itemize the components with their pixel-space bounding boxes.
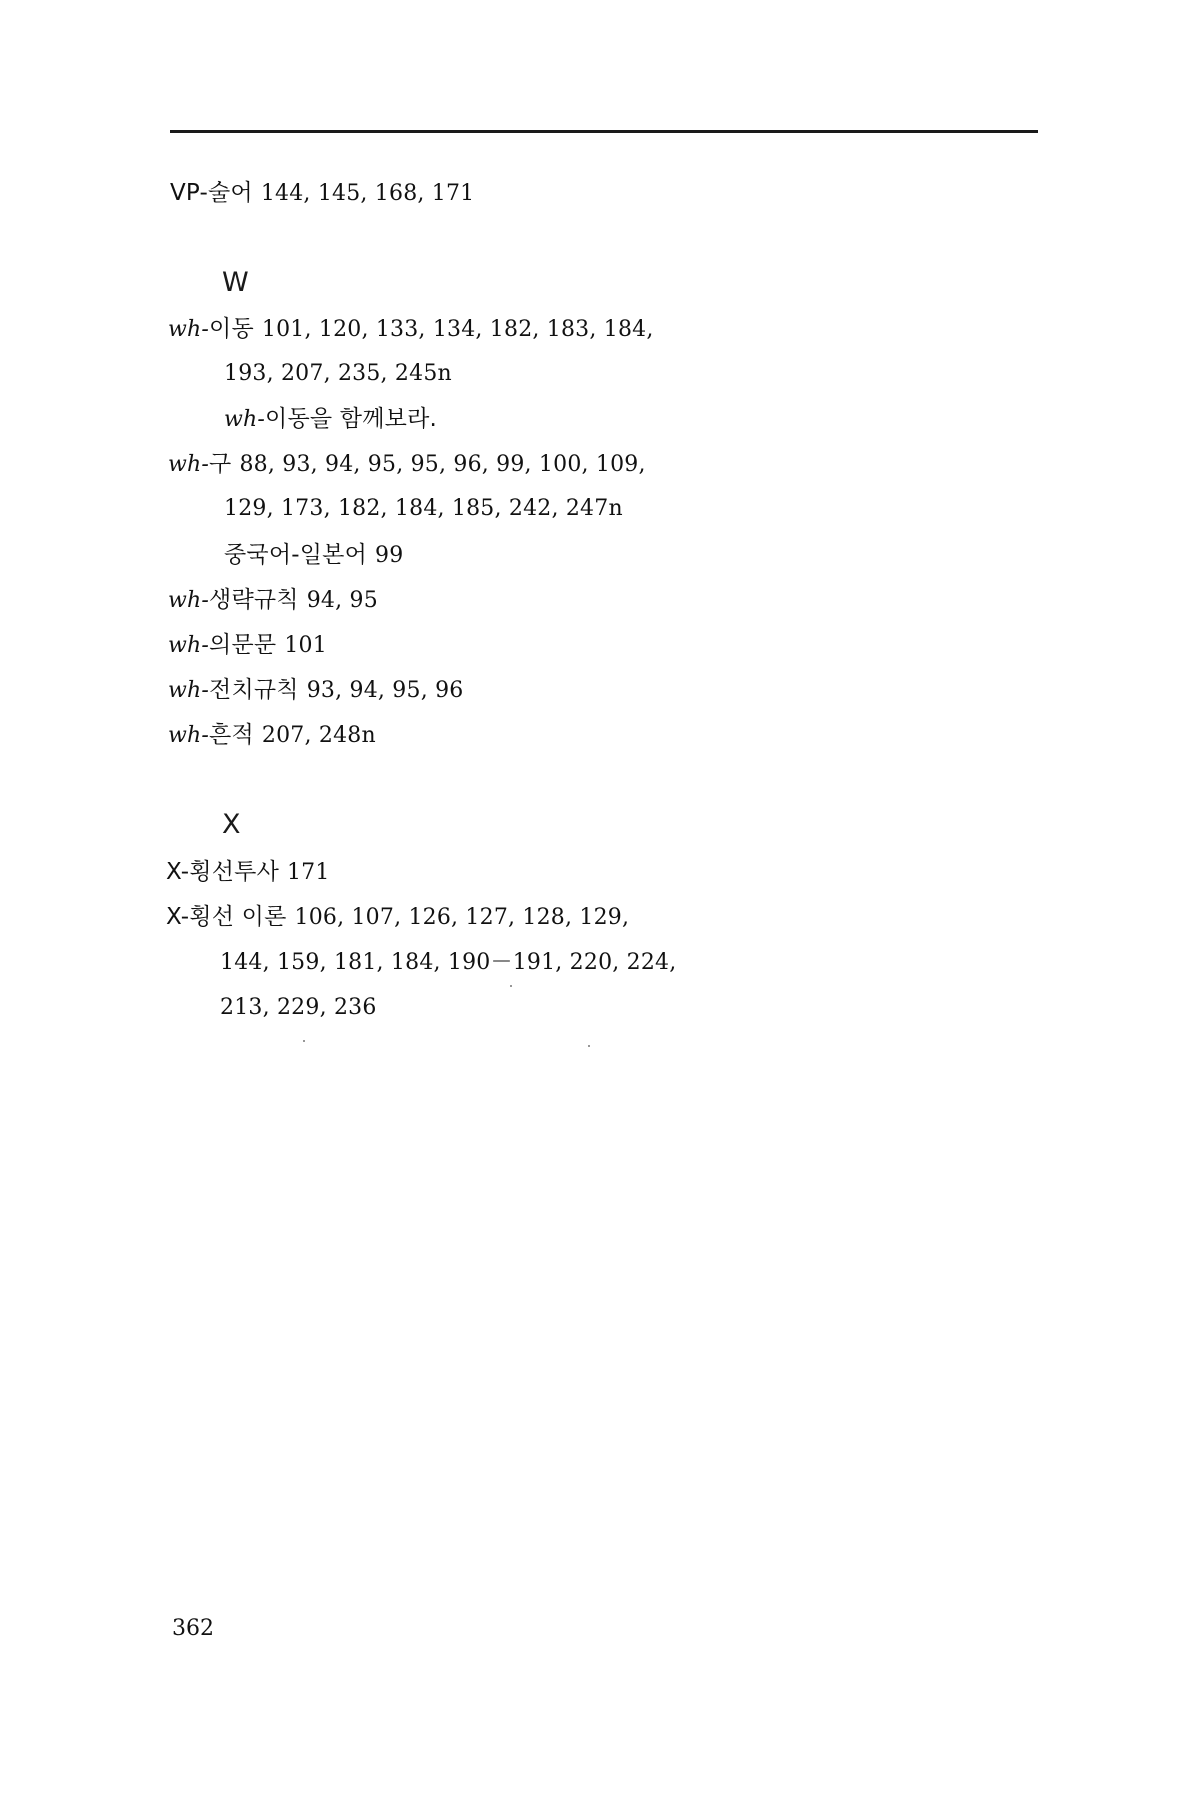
- entry-pages: 171: [286, 860, 330, 885]
- entry-prefix: wh-: [168, 678, 210, 703]
- entry-pages: 88, 93, 94, 95, 95, 96, 99, 100, 109,: [239, 452, 646, 477]
- entry-term: 생략규칙: [209, 587, 299, 613]
- entry-term: 이동: [209, 316, 254, 342]
- entry-prefix: wh-: [168, 452, 210, 477]
- entry-term: 흔적: [209, 722, 254, 748]
- index-cross-reference: [224, 404, 437, 435]
- scan-speck: [588, 1045, 590, 1047]
- entry-pages: 94, 95: [306, 588, 378, 613]
- index-entry-continuation: 213, 229, 236: [220, 995, 377, 1020]
- entry-term: 전치규칙: [209, 677, 299, 703]
- entry-pages: 101, 120, 133, 134, 182, 183, 184,: [261, 317, 654, 342]
- index-subentry: [224, 540, 403, 571]
- entry-pages: 144, 145, 168, 171: [260, 181, 475, 206]
- entry-prefix: wh-: [224, 407, 266, 432]
- entry-term: 이동을 함께보라.: [265, 406, 437, 432]
- entry-term: X-횡선 이론: [166, 904, 287, 930]
- entry-term: 의문문: [209, 632, 277, 658]
- index-entry-continuation: 193, 207, 235, 245n: [224, 361, 452, 386]
- entry-term: 구: [209, 451, 232, 477]
- scan-speck: [510, 985, 512, 987]
- index-entry-wh-move: [168, 314, 654, 345]
- entry-pages: 93, 94, 95, 96: [306, 678, 464, 703]
- index-entry-wh-deletion: [168, 585, 378, 616]
- entry-prefix: wh-: [168, 588, 210, 613]
- index-entry-vp: [170, 178, 474, 209]
- index-entry-x-projection: [166, 857, 330, 888]
- index-entry-wh-question: [168, 630, 327, 661]
- entry-prefix: wh-: [168, 317, 210, 342]
- section-letter-w: W: [222, 267, 249, 298]
- section-letter-x: X: [222, 809, 241, 840]
- entry-pages: 99: [375, 543, 404, 568]
- entry-pages: 101: [284, 633, 327, 658]
- index-entry-wh-fronting: [168, 675, 463, 706]
- index-entry-wh-trace: [168, 720, 376, 751]
- entry-term: VP-술어: [170, 180, 253, 206]
- index-entry-x-theory: [166, 902, 629, 933]
- entry-term: X-횡선투사: [166, 859, 279, 885]
- scan-speck: [303, 1040, 305, 1042]
- entry-prefix: wh-: [168, 633, 210, 658]
- page-number: 362: [172, 1616, 214, 1641]
- entry-pages: 106, 107, 126, 127, 128, 129,: [294, 905, 630, 930]
- header-rule: [170, 130, 1038, 133]
- index-entry-continuation: 129, 173, 182, 184, 185, 242, 247n: [224, 496, 623, 521]
- index-entry-continuation: 144, 159, 181, 184, 190－191, 220, 224,: [220, 950, 677, 975]
- entry-pages: 207, 248n: [261, 723, 376, 748]
- entry-prefix: wh-: [168, 723, 210, 748]
- entry-term: 중국어-일본어: [224, 542, 368, 568]
- index-entry-wh-phrase: [168, 449, 646, 480]
